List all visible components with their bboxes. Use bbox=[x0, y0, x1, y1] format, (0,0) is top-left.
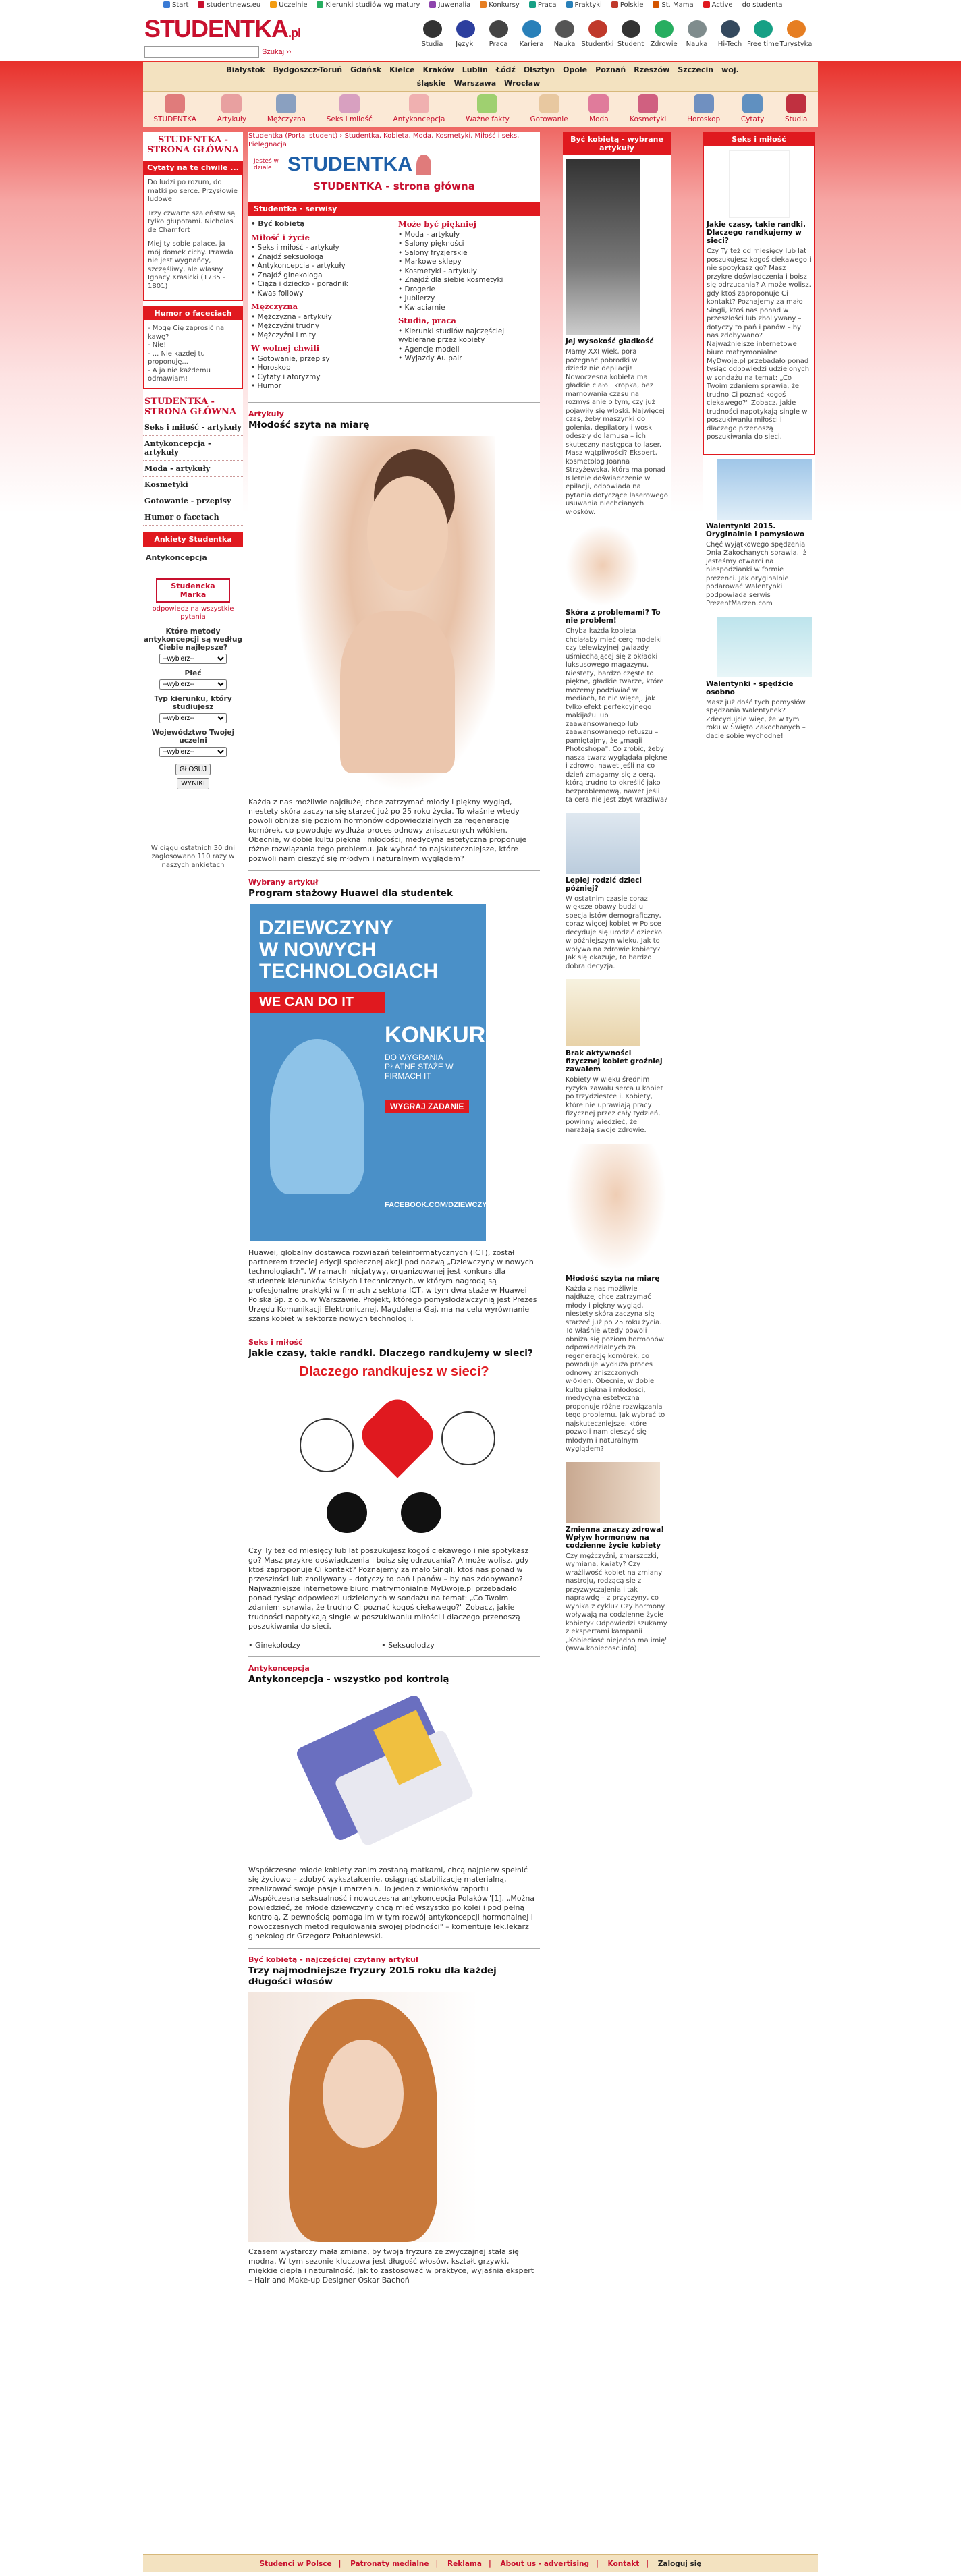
quote: Do ludzi po rozum, do matki po serce. Przysłowie ludowe bbox=[148, 179, 238, 203]
topicon-studia[interactable]: Studia bbox=[416, 20, 449, 48]
serwisy-header: Studentka - serwisy bbox=[248, 202, 540, 216]
quotes-header: Cytaty na te chwile ... bbox=[143, 161, 243, 175]
cat-studentka[interactable]: STUDENTKA bbox=[153, 94, 196, 124]
graduation-cap-icon bbox=[423, 20, 442, 38]
article-title[interactable]: Trzy najmodniejsze fryzury 2015 roku dla każdej długości włosów bbox=[248, 1965, 497, 1987]
skin-image[interactable] bbox=[566, 525, 640, 606]
left-menu-item[interactable]: Kosmetyki bbox=[143, 477, 243, 493]
toplink[interactable]: Polskie bbox=[611, 1, 644, 13]
breadcrumb[interactable]: Studentka (Portal student) › Studentka, Kobieta, Moda, Kosmetyki, Miłość i seks, Pielęgnacja bbox=[248, 132, 520, 148]
cat-moda[interactable]: Moda bbox=[588, 94, 609, 124]
legs-image[interactable] bbox=[566, 159, 640, 335]
page-title: STUDENTKA - strona główna bbox=[313, 180, 475, 192]
serwisy-heading[interactable]: Studia, praca bbox=[398, 316, 456, 325]
article-category[interactable]: Antykoncepcja bbox=[248, 1663, 310, 1673]
footer-link[interactable]: Reklama bbox=[447, 2560, 482, 2568]
search-button[interactable]: Szukaj ›› bbox=[262, 46, 291, 58]
left-menu-item[interactable]: Antykoncepcja - artykuły bbox=[143, 436, 243, 461]
topicon-nauka2[interactable]: Nauka bbox=[680, 20, 713, 48]
top-links bbox=[143, 1, 818, 13]
city-link[interactable]: Wrocław bbox=[504, 79, 541, 88]
serwisy-link[interactable]: • Kierunki studiów najczęściej wybierane przez kobiety bbox=[398, 327, 533, 345]
city-link[interactable]: Poznań bbox=[595, 65, 626, 74]
side-article bbox=[706, 617, 812, 741]
poll-topic: Antykoncepcja bbox=[146, 553, 207, 562]
couple-image[interactable] bbox=[717, 459, 812, 520]
search-bar bbox=[144, 46, 291, 58]
book-icon bbox=[742, 94, 763, 113]
person-icon bbox=[522, 20, 541, 38]
article-category[interactable]: Być kobietą - najczęściej czytany artykuł bbox=[248, 1955, 418, 1964]
side-article-text: Czy Ty też od miesięcy lub lat poszukujesz kogoś ciekawego i nie spotykasz go? Masz przykre doświadczenia i boisz się odrzucania? A może wolisz, gdy ktoś zaproponuje Ci kontakt? Poznajemy za mało Singli, ktoś nas ponad w przeszłości lub zhollywany – dotyczy to pań i panów – by nas zdobywano? Najważniejsze internetowe biuro matrymonialne MyDwoje.pl przebadało ponad tysiąc odpowiedzi udzielonych w sondażu na temat: „Co Twoim zdaniem sprawia, że trudno Ci poznać kogoś ciekawego?" Zobacz, jakie trudności napotykają single w poszukiwaniu miłości i dlaczego przenoszą poszukiwania do sieci. bbox=[707, 248, 811, 441]
city-link[interactable]: Olsztyn bbox=[523, 65, 555, 74]
serwisy-link[interactable]: • Kwas foliowy bbox=[251, 289, 386, 299]
home-link-2[interactable]: STUDENTKA - STRONA GŁÓWNA bbox=[144, 396, 236, 417]
article-category[interactable]: Seks i miłość bbox=[248, 1337, 303, 1347]
search-input[interactable] bbox=[144, 46, 259, 58]
huawei-poster[interactable]: DZIEWCZYNY W NOWYCH TECHNOLOGIACH WE CAN DO IT KONKURS DO WYGRANIA PŁATNE STAŻE W FIRMACH IT WYGRAJ ZADANIE FACEBOOK.COM/DZIEWCZYNYICT bbox=[250, 904, 486, 1241]
city-link[interactable]: Gdańsk bbox=[350, 65, 382, 74]
left-menu bbox=[143, 420, 243, 526]
poll-question: Typ kierunku, który studiujesz bbox=[154, 694, 232, 711]
woman-icon bbox=[416, 155, 431, 175]
quote: Miej ty sobie palace, ja mój domek cichy. Prawda nie jest wygnańcy, szczęśliwy, ale własny Ignacy Krasicki (1735 - 1801) bbox=[148, 240, 234, 290]
side-article bbox=[707, 150, 811, 442]
city-link[interactable]: Białystok bbox=[226, 65, 265, 74]
side-article-text: Masz już dość tych pomysłów spędzania Walentynek? Zdecydujcie więc, że w tym roku w Święto Zakochanych – dacie sobie wychodne! bbox=[706, 698, 806, 740]
side-article-text: Czy mężczyźni, zmarszczki, wymiana, kwiaty? Czy wrażliwość kobiet na zmiany nastroju, rodzącą się z przyzwyczajenia i tak naprawdę – z przyczyny, co wynika z cyklu? Czy hormony wpływają na codzienne życie kobiety? Odpowiedzi szukamy z ekspertami kampanii „Kobieciość niejedno ma imię" (www.kobiecosc.info). bbox=[566, 1552, 668, 1652]
woman-icon bbox=[165, 94, 185, 113]
chef-icon bbox=[539, 94, 559, 113]
left-menu-item[interactable]: Gotowanie - przepisy bbox=[143, 493, 243, 509]
side-article bbox=[566, 1144, 668, 1454]
main-content bbox=[248, 132, 540, 2285]
side-article bbox=[706, 459, 812, 609]
poll-question: Województwo Twojej uczelni bbox=[151, 728, 235, 745]
related-link[interactable]: • Ginekolodzy bbox=[248, 1640, 301, 1650]
serwisy-link[interactable]: • Być kobietą bbox=[251, 220, 305, 228]
left-menu-item[interactable]: Moda - artykuły bbox=[143, 461, 243, 477]
pill-pack-image[interactable] bbox=[283, 1690, 505, 1859]
poll-question: Płeć bbox=[184, 669, 202, 677]
poll-select[interactable] bbox=[159, 679, 227, 690]
side-article bbox=[566, 525, 668, 805]
article-text: Czasem wystarczy mała zmiana, by twoja fryzura ze zwyczajnej stała się modna. W tym sezonie kluczowa jest długość włosów, kształt grzywki, miękkie ciepła i naturalność. Jak to zastosować w praktyce, wyjaśnia ekspert – Hair and Make-up Designer Oskar Bachoń bbox=[248, 2247, 534, 2285]
footer-link[interactable]: Kontakt bbox=[607, 2560, 640, 2568]
city-link[interactable]: Bydgoszcz-Toruń bbox=[273, 65, 343, 74]
humor-line: - Nie! bbox=[148, 341, 167, 349]
humor-box bbox=[143, 320, 243, 389]
serwisy-link[interactable]: • Horoskop bbox=[251, 364, 386, 373]
poll-select[interactable] bbox=[159, 713, 227, 723]
footer-link[interactable]: About us - advertising bbox=[500, 2560, 590, 2568]
cat-cytaty[interactable]: Cytaty bbox=[741, 94, 764, 124]
toplink[interactable]: Kierunki studiów wg matury bbox=[317, 1, 420, 13]
serwisy-link[interactable]: • Kwiaciarnie bbox=[398, 304, 533, 313]
topicon-turystyka[interactable]: Turystyka bbox=[779, 20, 813, 48]
article-title[interactable]: Program stażowy Huawei dla studentek bbox=[248, 887, 453, 899]
man-icon bbox=[276, 94, 296, 113]
footer-link[interactable]: Patronaty medialne bbox=[350, 2560, 429, 2568]
serwisy-link[interactable]: • Mężczyźni trudny bbox=[251, 322, 386, 331]
woman-face-image[interactable] bbox=[293, 436, 495, 793]
top-icons bbox=[416, 20, 813, 48]
toplink[interactable]: Praca bbox=[529, 1, 557, 13]
article bbox=[248, 1338, 540, 1650]
cat-mezczyzna[interactable]: Mężczyzna bbox=[267, 94, 306, 124]
serwisy-link[interactable]: • Cytaty i aforyzmy bbox=[251, 373, 386, 383]
side-article-text: Każda z nas możliwie najdłużej chce zatrzymać młody i piękny wygląd, niestety skóra zaczyna się starzeć już po 25 roku życia. To właśnie wtedy powoli obniża się poziom hormonów odpowiedzialnych za regenerację komórek, co powoduje wydłuża proces odnowy zniszczonych włókien. Obecnie, w dobie kultu piękna i młodości, medycyna estetyczna proponuje różne rozwiązania tego problemu. Jak wybrać to najskuteczniejsze, które pozwoli nam cieszyć się młodym i naturalnym wyglądem? bbox=[566, 1285, 665, 1453]
topicon-jezyki[interactable]: Języki bbox=[449, 20, 482, 48]
quote: Trzy czwarte szaleństw są tylko głupotami. Nicholas de Chamfort bbox=[148, 209, 236, 234]
topicon-zdrowie[interactable]: Zdrowie bbox=[647, 20, 680, 48]
beach-image[interactable] bbox=[717, 617, 812, 677]
poll-stats: W ciągu ostatnich 30 dni zagłosowano 110 razy w naszych ankietach bbox=[150, 844, 236, 869]
doctor-image[interactable] bbox=[566, 813, 640, 874]
toplink[interactable]: Start bbox=[163, 1, 188, 13]
serwisy-link[interactable]: • Salony piękności bbox=[398, 240, 533, 249]
cat-kosmetyki[interactable]: Kosmetyki bbox=[630, 94, 666, 124]
luggage-icon bbox=[787, 20, 806, 38]
serwisy-box bbox=[248, 216, 540, 395]
right1-header: Być kobietą - wybrane artykuły bbox=[563, 132, 671, 155]
topicon-hitech[interactable]: Hi-Tech bbox=[713, 20, 746, 48]
toplink[interactable]: St. Mama bbox=[653, 1, 693, 13]
woman-face-image[interactable] bbox=[566, 1144, 667, 1272]
side-article-text: Chęć wyjątkowego spędzenia Dnia Zakochanych sprawia, iż jesteśmy otwarci na niespodzianki w formie prezenci. Jak oryginalnie podarować Walentynki podpowiada serwis PrezentMarzen.com bbox=[706, 540, 807, 607]
cat-fakty[interactable]: Ważne fakty bbox=[466, 94, 510, 124]
serwisy-link[interactable]: • Kosmetyki - artykuły bbox=[398, 267, 533, 277]
humor-line: - ... Nie każdej tu proponuję... bbox=[148, 349, 205, 366]
article-category[interactable]: Wybrany artykuł bbox=[248, 877, 319, 887]
article-title[interactable]: Antykoncepcja - wszystko pod kontrolą bbox=[248, 1673, 449, 1685]
toplink[interactable]: do studenta bbox=[742, 1, 783, 9]
serwisy-link[interactable]: • Jubilerzy bbox=[398, 294, 533, 304]
infographic[interactable]: Dlaczego randkujesz w sieci? bbox=[279, 1364, 509, 1540]
topicon-kariera[interactable]: Kariera bbox=[515, 20, 548, 48]
side-article-title[interactable]: Młodość szyta na miarę bbox=[566, 1274, 660, 1283]
laptop-icon bbox=[721, 20, 740, 38]
cat-studia[interactable]: Studia bbox=[785, 94, 807, 124]
serwisy-link[interactable]: • Wyjazdy Au pair bbox=[398, 354, 533, 364]
side-article bbox=[566, 159, 668, 517]
right2-header: Seks i miłość bbox=[703, 132, 815, 146]
serwisy-link[interactable]: • Znajdź seksuologa bbox=[251, 253, 386, 262]
topicon-nauka[interactable]: Nauka bbox=[548, 20, 581, 48]
flags-icon bbox=[456, 20, 475, 38]
serwisy-link[interactable]: • Seks i miłość - artykuły bbox=[251, 244, 386, 253]
side-article-title[interactable]: Zmienna znaczy zdrowa! Wpływ hormonów na codzienne życie kobiety bbox=[566, 1525, 665, 1550]
home-link[interactable]: STUDENTKA - STRONA GŁÓWNA bbox=[147, 135, 239, 155]
atom-icon bbox=[688, 20, 707, 38]
side-article-title[interactable]: Skóra z problemami? To nie problem! bbox=[566, 609, 661, 625]
article bbox=[248, 1664, 540, 1941]
ankiety-header: Ankiety Studentka bbox=[143, 532, 243, 547]
toplink[interactable]: Juwenalia bbox=[429, 1, 470, 13]
city-link[interactable]: Szczecin bbox=[678, 65, 714, 74]
right-column-1 bbox=[563, 132, 671, 1666]
related-link[interactable]: • Seksuolodzy bbox=[381, 1640, 435, 1650]
cat-gotowanie[interactable]: Gotowanie bbox=[530, 94, 568, 124]
quotes-box bbox=[143, 175, 243, 301]
related-links bbox=[248, 1641, 540, 1650]
topicon-student[interactable]: Student bbox=[614, 20, 647, 48]
cat-seks[interactable]: Seks i miłość bbox=[327, 94, 373, 124]
serwisy-link[interactable]: • Mężczyzna - artykuły bbox=[251, 313, 386, 323]
right-column-2 bbox=[703, 132, 815, 753]
lipstick-icon bbox=[638, 94, 658, 113]
serwisy-link[interactable]: • Drogerie bbox=[398, 285, 533, 295]
article-title[interactable]: Jakie czasy, takie randki. Dlaczego randkujemy w sieci? bbox=[248, 1347, 533, 1359]
city-nav bbox=[143, 62, 818, 92]
login-link[interactable]: Zaloguj się bbox=[657, 2560, 702, 2568]
footer: Studenci w Polsce | Patronaty medialne | Reklama | About us - advertising | Kontakt | Zaloguj się bbox=[143, 2554, 818, 2572]
article-text: Czy Ty też od miesięcy lub lat poszukujesz kogoś ciekawego i nie spotykasz go? Masz przykre doświadczenia i boisz się odrzucania? A może wolisz, gdy ktoś zaproponuje Ci kontakt? Poznajemy za mało Singli, ktoś nas ponad w przeszłości lub zhollywany – dotyczy to pań i panów – by nas zdobywano? Najważniejsze internetowe biuro matrymonialne MyDwoje.pl przebadało ponad tysiąc odpowiedzi udzielonych w sondażu na temat: „Co Twoim zdaniem sprawia, że trudno Ci poznać kogoś ciekawego?" Zobacz, jakie trudności napotykają single w poszukiwaniu miłości i dlaczego przenoszą poszukiwania do sieci. bbox=[248, 1546, 529, 1631]
serwisy-heading[interactable]: W wolnej chwili bbox=[251, 343, 320, 353]
side-article-text: W ostatnim czasie coraz większe obawy budzi u specjalistów demograficzny, coraz więcej kobiet w Polsce decyduje się urodzić dziecko w późniejszym wieku. Jak to wpływa na zdrowie kobiety? Jak się okazuje, to bardzo dobra decyzja. bbox=[566, 895, 663, 970]
side-article-title[interactable]: Lepiej rodzić dzieci później? bbox=[566, 876, 642, 893]
brand-sub: odpowiedz na wszystkie pytania bbox=[152, 605, 234, 621]
serwisy-link[interactable]: • Markowe sklepy bbox=[398, 258, 533, 267]
kf-icon bbox=[477, 94, 497, 113]
palm-icon bbox=[754, 20, 773, 38]
topicon-praca[interactable]: Praca bbox=[482, 20, 515, 48]
article bbox=[248, 410, 540, 864]
article-text: Każda z nas możliwie najdłużej chce zatrzymać młody i piękny wygląd, niestety skóra zaczyna się starzeć już po 25 roku życia. To właśnie wtedy powoli obniża się poziom hormonów odpowiedzialnych za regenerację komórek, co powoduje wydłuża proces odnowy zniszczonych włókien. Obecnie, w dobie kultu piękna i młodości, medycyna estetyczna proponuje różne rozwiązania tego problemu. Jak wybrać to najskuteczniejsze, które pozwoli nam cieszyć się młodym i naturalnym wyglądem? bbox=[248, 797, 527, 863]
article-text: Huawei, globalny dostawca rozwiązań teleinformatycznych (ICT), został partnerem trzeciej edycji społecznej akcji pod nazwą „Dziewczyny w nowych technologiach". W ramach inicjatywy, organizowanej jest konkurs dla studentek kierunków ścisłych i technicznych, w którym nagrodą są profesjonalne praktyki w firmach z sektora ICT, w tym dwa staże w Huawei Polska Sp. z o.o. w Warszawie. Projekt, którego pomysłodawczynią jest Prezes Urzędu Komunikacji Elektronicznej, Magdalena Gaj, ma na celu wyrównanie szans kobiet w sektorze nowych technologii. bbox=[248, 1248, 537, 1323]
serwisy-link[interactable]: • Znajdź ginekologa bbox=[251, 271, 386, 281]
serwisy-link[interactable]: • Gotowanie, przepisy bbox=[251, 355, 386, 364]
city-link[interactable]: woj. śląskie bbox=[416, 65, 739, 88]
city-link[interactable]: Lublin bbox=[462, 65, 488, 74]
section-logo: STUDENTKA bbox=[287, 153, 412, 175]
side-article-text: Chyba każda kobieta chciałaby mieć cerę modelki czy telewizyjnej gwiazdy uśmiechającej się z okładki luksusowego magazynu. Niestety, bardzo częste to piękne, gładkie twarze, które możemy podziwiać w mediach, to nic więcej, jak tylko efekt perfekcyjnego makijażu lub zaawansowanego lub zaawansowanego retuszu – pamiętajmy, że „magii Photoshopa". Co zrobić, żeby nasza twarz wyglądała piękne i zdrowo, nawet jeśli na co dzień zmagamy się z cerą, którą trudno to określić jako bezproblemową, nawet jeśli ta cera nie jest zbyt wrażliwa? bbox=[566, 627, 668, 804]
article-text: Współczesne młode kobiety zanim zostaną matkami, chcą najpierw spełnić się życiowo – zdobyć wykształcenie, osiągnąć stabilizację materialną, zrealizować swoje pasje i marzenia. To jeden z wniosków raportu „Współczesna seksualność i nowoczesna antykoncepcja Polaków"[1]. „Można powiedzieć, że młode dziewczyny chcą mieć wszystko po kolei i pod pełną kontrolą. Z pewnością pomaga im w tym rozwój antykoncepcji hormonalnej i nowoczesnych metod regulowania swojej płodności" – komentuje lek.lekarz ginekolog dr Grzegorz Południewski. bbox=[248, 1865, 535, 1940]
side-article bbox=[566, 813, 668, 972]
vote-button[interactable]: GŁOSUJ bbox=[175, 764, 211, 775]
glasses-woman-image[interactable] bbox=[566, 1462, 660, 1523]
section-banner bbox=[254, 153, 540, 176]
serwisy-link[interactable]: • Agencje modeli bbox=[398, 345, 533, 355]
article-title[interactable]: Młodość szyta na miarę bbox=[248, 419, 370, 430]
fitness-image[interactable] bbox=[566, 979, 640, 1046]
city-link[interactable]: Łódź bbox=[495, 65, 516, 74]
results-button[interactable]: WYNIKI bbox=[177, 778, 209, 789]
article-category[interactable]: Artykuły bbox=[248, 409, 284, 418]
toplink[interactable]: Active bbox=[703, 1, 733, 13]
topicon-freetime[interactable]: Free time bbox=[746, 20, 779, 48]
side-article-text: Mamy XXI wiek, pora pożegnać pobrodki w dziedzinie depilacji! Nowoczesna kobieta ma gładkie ciało i kropka, bez marnowania czasu na rozmyślanie o tym, czy już pojawiły się włoski. Najwięcej czas, żeby maszynki do golenia, depilatory i wosk odeszły do lamusa – ich skuteczny następca to laser. Masz wątpliwości? Ekspert, kosmetolog Joanna Strzyżewska, która ma ponad 8 letnie doświadczenie w epilacji, odpowiada na pytania dotyczące laserowego usuwania niechcianych włosków. bbox=[566, 348, 668, 516]
woman-icon bbox=[588, 20, 607, 38]
graduation-cap-icon bbox=[786, 94, 806, 113]
cat-artykuly[interactable]: Artykuły bbox=[217, 94, 246, 124]
side-article-title[interactable]: Jakie czasy, takie randki. Dlaczego randkujemy w sieci? bbox=[707, 221, 806, 245]
serwisy-link[interactable]: • Humor bbox=[251, 382, 386, 391]
serwisy-col-b bbox=[398, 220, 533, 391]
humor-header: Humor o faceciach bbox=[143, 306, 243, 320]
toplink[interactable]: Konkursy bbox=[480, 1, 520, 13]
cat-antykoncepcja[interactable]: Antykoncepcja bbox=[393, 94, 445, 124]
poll-form bbox=[143, 627, 243, 791]
couple-icon bbox=[339, 94, 360, 113]
infographic-thumb[interactable] bbox=[729, 150, 790, 218]
city-link[interactable]: Warszawa bbox=[454, 79, 497, 88]
city-link[interactable]: Kraków bbox=[422, 65, 454, 74]
page bbox=[143, 0, 818, 2576]
article bbox=[248, 878, 540, 1324]
city-link[interactable]: Kielce bbox=[389, 65, 415, 74]
city-link[interactable]: Opole bbox=[563, 65, 588, 74]
side-article-title[interactable]: Brak aktywności fizycznej kobiet groźniej zawałem bbox=[566, 1049, 663, 1073]
humor-line: - Mogę Cię zaprosić na kawę? bbox=[148, 325, 225, 341]
health-icon bbox=[655, 20, 674, 38]
toplink[interactable]: studentnews.eu bbox=[198, 1, 260, 13]
side-article bbox=[566, 979, 668, 1136]
woman-icon bbox=[221, 94, 242, 113]
side-article-title[interactable]: Walentynki 2015. Oryginalnie i pomysłowo bbox=[706, 522, 805, 538]
serwisy-link[interactable]: • Salony fryzjerskie bbox=[398, 249, 533, 258]
books-icon bbox=[555, 20, 574, 38]
left-sidebar bbox=[143, 132, 243, 870]
pills-icon bbox=[409, 94, 429, 113]
serwisy-link[interactable]: • Antykoncepcja - artykuły bbox=[251, 262, 386, 271]
left-menu-item[interactable]: Seks i miłość - artykuły bbox=[143, 420, 243, 436]
zodiac-icon bbox=[694, 94, 714, 113]
side-article-title[interactable]: Walentynki - spędźcie osobno bbox=[706, 679, 794, 696]
toplink[interactable]: Praktyki bbox=[566, 1, 602, 13]
category-nav bbox=[143, 92, 818, 127]
hairstyle-image[interactable] bbox=[248, 1992, 478, 2242]
serwisy-heading[interactable]: Mężczyzna bbox=[251, 302, 298, 311]
humor-line: - A ja nie każdemu odmawiam! bbox=[148, 366, 211, 383]
serwisy-link[interactable]: • Moda - artykuły bbox=[398, 231, 533, 240]
shoe-icon bbox=[588, 94, 609, 113]
article bbox=[248, 1955, 540, 2285]
briefcase-icon bbox=[489, 20, 508, 38]
cat-horoskop[interactable]: Horoskop bbox=[687, 94, 720, 124]
footer-link[interactable]: Studenci w Polsce bbox=[259, 2560, 332, 2568]
jestes-label: Jesteś w dziale bbox=[254, 158, 279, 171]
toplink[interactable]: Uczelnie bbox=[270, 1, 307, 13]
serwisy-heading[interactable]: Miłość i życie bbox=[251, 232, 310, 242]
serwisy-heading[interactable]: Może być piękniej bbox=[398, 219, 476, 229]
side-article-title[interactable]: Jej wysokość gładkość bbox=[566, 337, 654, 345]
brand-logo[interactable]: Studencka Marka bbox=[156, 578, 230, 603]
topicon-studentki[interactable]: Studentki bbox=[581, 20, 614, 48]
side-article bbox=[566, 1462, 668, 1654]
poll-question: Które metody antykoncepcji są według Ciebie najlepsze? bbox=[144, 627, 242, 652]
left-menu-item[interactable]: Humor o facetach bbox=[143, 509, 243, 526]
site-logo[interactable]: STUDENTKA.pl bbox=[144, 15, 300, 43]
serwisy-link[interactable]: • Znajdź dla siebie kosmetyki bbox=[398, 276, 533, 285]
poll-select[interactable] bbox=[159, 747, 227, 757]
poll-select[interactable] bbox=[159, 654, 227, 664]
man-icon bbox=[622, 20, 640, 38]
serwisy-link[interactable]: • Mężczyźni i mity bbox=[251, 331, 386, 341]
city-link[interactable]: Rzeszów bbox=[634, 65, 670, 74]
serwisy-link[interactable]: • Ciąża i dziecko - poradnik bbox=[251, 280, 386, 289]
side-article-text: Kobiety w wieku średnim ryzyka zawału serca u kobiet po trzydziestce i. Kobiety, które nie uprawiają pracy fizycznej przez cały tydzień, powinny wiedzieć, że narażają swoje zdrowie. bbox=[566, 1076, 663, 1134]
serwisy-col-a bbox=[251, 220, 386, 391]
